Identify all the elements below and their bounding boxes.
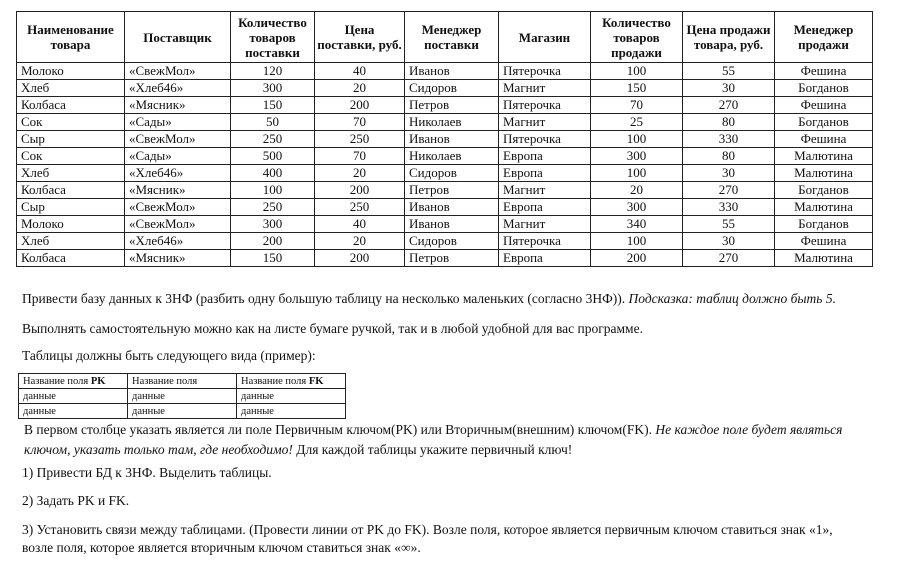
table-cell: Европа (499, 199, 591, 216)
table-cell: «Мясник» (125, 250, 231, 267)
table-cell: 70 (591, 97, 683, 114)
table-cell: Хлеб (17, 233, 125, 250)
table-cell: Иванов (405, 131, 499, 148)
table-cell: Петров (405, 250, 499, 267)
table-cell: «Мясник» (125, 182, 231, 199)
table-row (17, 216, 873, 233)
table-cell: 250 (315, 131, 405, 148)
table-cell: 40 (315, 216, 405, 233)
table-cell: 80 (683, 148, 775, 165)
task-paragraph-3: Таблицы должны быть следующего вида (пример): (22, 348, 316, 363)
table-cell: Сыр (17, 131, 125, 148)
example-row (19, 404, 346, 419)
table-cell: Магнит (499, 80, 591, 97)
table-cell: 100 (591, 233, 683, 250)
table-cell: 80 (683, 114, 775, 131)
task-text: Привести базу данных к 3НФ (разбить одну большую таблицу на несколько маленьких (согласно 3НФ)). (22, 291, 629, 306)
step-2: 2) Задать PK и FK. (22, 493, 130, 508)
table-cell: «Мясник» (125, 97, 231, 114)
table-cell: 30 (683, 165, 775, 182)
example-table (18, 373, 346, 419)
table-cell: 20 (315, 80, 405, 97)
table-cell: 70 (315, 148, 405, 165)
column-header: Поставщик (125, 12, 231, 63)
table-cell: 200 (315, 250, 405, 267)
table-cell: «СвежМол» (125, 199, 231, 216)
table-cell: Фешина (775, 233, 873, 250)
table-row (17, 199, 873, 216)
table-cell: «Хлеб46» (125, 80, 231, 97)
table-cell: «СвежМол» (125, 131, 231, 148)
table-cell: 330 (683, 131, 775, 148)
table-row (17, 182, 873, 199)
table-cell: 55 (683, 216, 775, 233)
table-cell: 270 (683, 250, 775, 267)
table-cell: 300 (591, 199, 683, 216)
table-row (17, 80, 873, 97)
example-header-cell-2: Название поля (128, 374, 237, 389)
example-row (19, 389, 346, 404)
fk-label: FK (308, 375, 324, 387)
table-cell: Сок (17, 148, 125, 165)
table-cell: 300 (591, 148, 683, 165)
step-3-continued: возле поля, которое является вторичным ключом ставиться знак «∞». (22, 540, 421, 555)
table-cell: 500 (231, 148, 315, 165)
table-row (17, 250, 873, 267)
table-cell: Сыр (17, 199, 125, 216)
table-cell: Пятерочка (499, 233, 591, 250)
table-cell: Николаев (405, 148, 499, 165)
table-row (17, 131, 873, 148)
table-cell: 30 (683, 233, 775, 250)
table-cell: Богданов (775, 216, 873, 233)
table-cell: Фешина (775, 131, 873, 148)
table-cell: Иванов (405, 199, 499, 216)
table-cell: Фешина (775, 63, 873, 80)
example-cell: данные (237, 389, 346, 404)
table-cell: Сидоров (405, 165, 499, 182)
column-header: Магазин (499, 12, 591, 63)
example-cell: данные (19, 404, 128, 419)
example-cell: данные (128, 404, 237, 419)
table-cell: Колбаса (17, 97, 125, 114)
table-cell: 150 (231, 250, 315, 267)
table-cell: 270 (683, 182, 775, 199)
table-cell: 20 (315, 233, 405, 250)
table-cell: Богданов (775, 114, 873, 131)
table-cell: Николаев (405, 114, 499, 131)
pk-label: PK (90, 375, 106, 387)
table-cell: 340 (591, 216, 683, 233)
table-cell: 25 (591, 114, 683, 131)
column-header: Цена продажи товара, руб. (683, 12, 775, 63)
table-cell: Иванов (405, 216, 499, 233)
table-cell: Пятерочка (499, 63, 591, 80)
table-cell: Пятерочка (499, 97, 591, 114)
table-cell: 70 (315, 114, 405, 131)
table-cell: 300 (231, 80, 315, 97)
column-header: Количество товаров поставки (231, 12, 315, 63)
table-cell: 20 (315, 165, 405, 182)
table-cell: Сидоров (405, 80, 499, 97)
table-cell: Петров (405, 182, 499, 199)
column-header: Цена поставки, руб. (315, 12, 405, 63)
table-cell: Колбаса (17, 250, 125, 267)
table-cell: Молоко (17, 216, 125, 233)
table-row (17, 165, 873, 182)
table-cell: Богданов (775, 182, 873, 199)
table-cell: Сок (17, 114, 125, 131)
table-cell: 20 (591, 182, 683, 199)
table-row (17, 114, 873, 131)
table-cell: 100 (591, 165, 683, 182)
step-3: 3) Установить связи между таблицами. (Провести линии от PK до FK). Возле поля, которое является первичным ключом ставиться знак «1», (22, 522, 833, 537)
table-cell: 150 (591, 80, 683, 97)
task-paragraph-1 (22, 291, 836, 307)
example-cell: данные (128, 389, 237, 404)
table-cell: 400 (231, 165, 315, 182)
table-cell: Богданов (775, 80, 873, 97)
table-cell: Европа (499, 165, 591, 182)
table-cell: 100 (591, 131, 683, 148)
table-cell: Фешина (775, 97, 873, 114)
column-header: Менеджер продажи (775, 12, 873, 63)
example-header-cell-3: Название поля FK (237, 374, 346, 389)
table-cell: 200 (231, 233, 315, 250)
table-cell: «Сады» (125, 114, 231, 131)
example-header-row (19, 374, 346, 389)
table-cell: 270 (683, 97, 775, 114)
table-cell: Малютина (775, 148, 873, 165)
table-cell: Петров (405, 97, 499, 114)
table-cell: «Хлеб46» (125, 233, 231, 250)
table-cell: «СвежМол» (125, 216, 231, 233)
keys-instruction: В первом столбце указать является ли поле Первичным ключом(PK) или Вторичным(внешним) ключом(FK). Не каждое поле будет являться ключом, указать только там, где необходимо! Для каждой таблицы укажите первичный ключ! (24, 422, 843, 457)
table-cell: Магнит (499, 182, 591, 199)
table-cell: 40 (315, 63, 405, 80)
table-cell: 250 (231, 131, 315, 148)
table-cell: «СвежМол» (125, 63, 231, 80)
table-cell: 330 (683, 199, 775, 216)
products-table (16, 11, 873, 267)
table-cell: Магнит (499, 216, 591, 233)
table-cell: 30 (683, 80, 775, 97)
column-header: Менеджер поставки (405, 12, 499, 63)
table-cell: 100 (591, 63, 683, 80)
table-cell: 250 (315, 199, 405, 216)
table-row (17, 63, 873, 80)
table-cell: 50 (231, 114, 315, 131)
table-cell: Колбаса (17, 182, 125, 199)
table-cell: Молоко (17, 63, 125, 80)
table-cell: Европа (499, 250, 591, 267)
table-row (17, 233, 873, 250)
table-cell: Малютина (775, 250, 873, 267)
table-cell: 200 (315, 97, 405, 114)
table-cell: Малютина (775, 165, 873, 182)
table-cell: 100 (231, 182, 315, 199)
table-cell: 200 (315, 182, 405, 199)
table-cell: Хлеб (17, 165, 125, 182)
table-cell: Иванов (405, 63, 499, 80)
table-cell: Сидоров (405, 233, 499, 250)
table-cell: 120 (231, 63, 315, 80)
column-header: Наименование товара (17, 12, 125, 63)
step-1: 1) Привести БД к 3НФ. Выделить таблицы. (22, 465, 272, 480)
table-cell: Магнит (499, 114, 591, 131)
table-row (17, 148, 873, 165)
column-header: Количество товаров продажи (591, 12, 683, 63)
table-cell: «Хлеб46» (125, 165, 231, 182)
table-cell: 250 (231, 199, 315, 216)
table-row (17, 97, 873, 114)
table-cell: 300 (231, 216, 315, 233)
table-cell: Хлеб (17, 80, 125, 97)
table-cell: Европа (499, 148, 591, 165)
table-cell: Пятерочка (499, 131, 591, 148)
example-cell: данные (237, 404, 346, 419)
table-cell: 200 (591, 250, 683, 267)
example-cell: данные (19, 389, 128, 404)
task-hint: Подсказка: таблиц должно быть 5. (628, 291, 836, 306)
table-cell: 150 (231, 97, 315, 114)
table-cell: Малютина (775, 199, 873, 216)
table-cell: 55 (683, 63, 775, 80)
table-cell: «Сады» (125, 148, 231, 165)
table-header-row (17, 12, 873, 63)
example-header-cell-1: Название поля PK (19, 374, 128, 389)
task-paragraph-2: Выполнять самостоятельную можно как на листе бумаге ручкой, так и в любой удобной для вас программе. (22, 321, 643, 336)
